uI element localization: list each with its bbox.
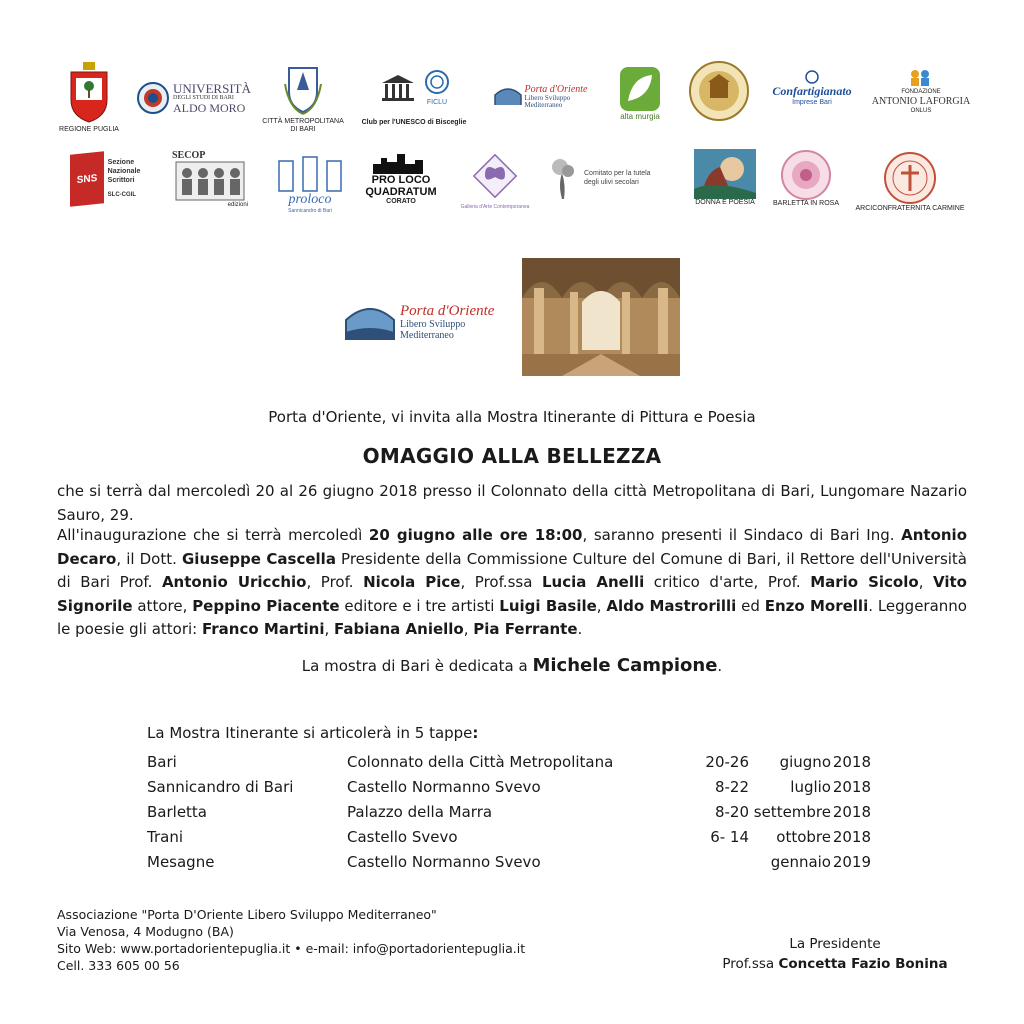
association-footer	[57, 906, 525, 974]
stage-city: Bari	[147, 752, 177, 771]
laforgia-name: ANTONIO LAFORGIA	[871, 95, 971, 107]
p2-text: . Leggeranno le poesie gli attori:	[57, 596, 967, 638]
stage-days: 20-26	[705, 752, 749, 771]
quadratum-corato: CORATO	[386, 198, 416, 205]
butterfly-icon	[472, 153, 518, 203]
stages-intro-colon: :	[472, 724, 479, 742]
stage-city: Mesagne	[147, 852, 215, 871]
stage-month: gennaio	[770, 852, 831, 871]
event-title: OMAGGIO ALLA BELLEZZA	[362, 444, 662, 468]
citta-metropolitana-caption-2: DI BARI	[290, 126, 316, 133]
signature-prefix: Prof.ssa	[722, 956, 779, 972]
artist-name: Luigi Basile	[499, 596, 597, 615]
secop-figures-icon	[175, 161, 245, 201]
corato-skyline-icon	[371, 152, 431, 174]
stage-row	[147, 774, 871, 799]
olive-tree-icon	[548, 155, 578, 201]
barletta-rosa-logo	[768, 146, 844, 212]
porta-oriente-small-logo	[482, 78, 598, 114]
p2-text: critico d'arte, Prof.	[644, 573, 811, 591]
regione-puglia-logo	[56, 58, 122, 138]
stage-days: 6- 14	[710, 827, 749, 846]
donna-poesia-painting-icon	[694, 149, 756, 199]
p2-text: ,	[918, 573, 934, 591]
p2-text: ,	[596, 596, 607, 615]
secop-name: SECOP	[172, 149, 206, 161]
university-subtitle: DEGLI STUDI DI BARI	[173, 95, 234, 101]
p2-text: , Prof.ssa	[460, 573, 542, 591]
sns-text-4: SLC-CGIL	[107, 192, 136, 198]
proloco-sannicandro-town: Sannicandro di Bari	[288, 208, 332, 214]
arciconfraternita-caption: ARCICONFRATERNITA CARMINE	[855, 205, 965, 212]
p2-text: All'inaugurazione che si terrà mercoledì	[57, 526, 369, 544]
guest-name: Vito Signorile	[57, 573, 967, 615]
barletta-rosa-caption: BARLETTA IN ROSA	[773, 200, 839, 207]
donna-poesia-logo	[692, 146, 758, 210]
porta-oriente-arch-icon	[493, 85, 523, 107]
stage-row	[147, 749, 871, 774]
altamurgia-caption: alta murgia	[620, 112, 660, 121]
stages-intro-text: La Mostra Itinerante si articolerà in 5 tappe	[147, 724, 473, 742]
colonnato-photo	[522, 258, 680, 376]
guest-name: Lucia Anelli	[541, 573, 645, 591]
barletta-rosa-seal-icon	[781, 150, 831, 200]
comitato-ulivi-logo	[546, 152, 666, 204]
p2-text: .	[577, 620, 583, 638]
confartigianato-logo	[762, 66, 862, 110]
artist-name: Enzo Morelli	[764, 596, 869, 615]
sns-logo	[58, 150, 152, 208]
unesco-club-caption: Club per l'UNESCO di Bisceglie	[361, 119, 467, 126]
guest-name: Mario Sicolo	[810, 573, 919, 591]
stage-venue: Castello Svevo	[347, 827, 458, 846]
stage-month: ottobre	[776, 827, 831, 846]
laforgia-figures-icon	[907, 68, 935, 88]
confartigianato-name: Confartigianato	[772, 83, 852, 98]
stage-month: giugno	[779, 752, 831, 771]
inauguration-paragraph	[57, 524, 967, 642]
signature-role: La Presidente	[789, 936, 881, 952]
quadratum-proloco: PRO LOCO	[371, 174, 431, 186]
citta-metropolitana-logo	[258, 58, 348, 140]
signature-block	[700, 934, 970, 974]
guest-name: Giuseppe Cascella	[181, 549, 336, 568]
dedication-text: La mostra di Bari è dedicata a	[301, 657, 533, 675]
stage-days	[677, 849, 749, 874]
sns-text-3: Scrittori	[107, 177, 135, 184]
ficlu-acronym: FICLU	[426, 99, 448, 106]
event-dates-paragraph: che si terrà dal mercoledì 20 al 26 giugno 2018 presso il Colonnato della città Metropolitana di Bari, Lungomare Nazario Sauro, 29.	[57, 482, 967, 524]
castle-towers-icon	[275, 153, 345, 193]
secop-logo	[172, 148, 248, 210]
porta-oriente-main-sub2: Mediterraneo	[400, 330, 454, 341]
galleria-arte-logo	[462, 146, 528, 218]
p2-text: , Prof.	[306, 573, 364, 591]
actor-name: Fabiana Aniello	[334, 620, 464, 638]
stage-month: settembre	[753, 802, 831, 821]
proloco-sannicandro-name: proloco	[288, 192, 332, 207]
galleria-caption: Galleria d'Arte Contemporanea	[460, 204, 530, 210]
p2-text: ,	[463, 620, 474, 638]
association-name: Associazione "Porta D'Oriente Libero Sviluppo Mediterraneo"	[57, 907, 437, 922]
metropolitan-crest-icon	[283, 64, 323, 118]
stage-venue: Castello Normanno Svevo	[347, 852, 541, 871]
ficlu-globe-icon	[424, 69, 450, 95]
altamurgia-leaf-icon	[618, 65, 662, 113]
stage-city: Sannicandro di Bari	[147, 777, 294, 796]
unesco-temple-icon	[378, 73, 418, 103]
stage-days: 8-22	[714, 777, 749, 796]
stage-city: Barletta	[147, 802, 207, 821]
p2-text: , il Dott.	[116, 549, 182, 568]
stages-table	[147, 749, 871, 874]
bisceglie-seal-logo	[684, 58, 754, 124]
p2-text: Presidente della Commissione Culture del Comune di Bari, il Rettore dell'Università di Bari Prof.	[57, 549, 967, 591]
porta-oriente-main-arch-icon	[344, 302, 396, 342]
porta-oriente-small-name: Porta d'Oriente	[524, 83, 588, 95]
stage-row	[147, 849, 871, 874]
laforgia-fondazione: FONDAZIONE	[901, 88, 941, 95]
stage-year: 2019	[832, 852, 871, 871]
dedicatee-name: Michele Campione	[532, 655, 718, 676]
stage-month: luglio	[790, 777, 831, 796]
stage-venue: Castello Normanno Svevo	[347, 777, 541, 796]
confartigianato-sub: Imprese Bari	[792, 98, 832, 106]
dedication-end: .	[717, 657, 723, 675]
universita-bari-logo	[134, 78, 254, 118]
laforgia-onlus: ONLUS	[910, 107, 932, 114]
association-phone: Cell. 333 605 00 56	[57, 958, 180, 973]
comitato-ulivi-text: Comitato per la tutela degli ulivi secolari	[584, 170, 651, 186]
arciconfraternita-logo	[852, 146, 968, 218]
actor-name: Pia Ferrante	[473, 620, 578, 638]
sns-badge: SNS	[76, 172, 97, 186]
donna-poesia-caption: DONNA E POESIA	[695, 199, 755, 206]
porta-oriente-main-sub1: Libero Sviluppo	[400, 319, 466, 330]
proloco-sannicandro-logo	[272, 152, 348, 216]
guest-name: Antonio Uricchio	[161, 573, 307, 591]
invitation-intro: Porta d'Oriente, vi invita alla Mostra Itinerante di Pittura e Poesia	[268, 408, 756, 426]
inauguration-datetime: 20 giugno alle ore 18:00	[368, 526, 583, 544]
unesco-club-logo	[352, 64, 476, 132]
regione-puglia-emblem	[67, 62, 111, 126]
actor-name: Franco Martini	[201, 620, 325, 638]
stages-intro	[147, 724, 478, 742]
porta-oriente-main-name: Porta d'Oriente	[400, 303, 495, 319]
arciconfraternita-seal-icon	[883, 151, 937, 205]
university-name: UNIVERSITÀ	[173, 81, 251, 96]
porta-oriente-small-sub1: Libero Sviluppo	[524, 93, 571, 102]
quadratum-name: QUADRATUM	[365, 186, 437, 198]
guest-name: Peppino Piacente	[192, 596, 340, 615]
signature-name: Concetta Fazio Bonina	[778, 956, 948, 972]
signature-line	[700, 954, 970, 974]
stage-year: 2018	[832, 777, 871, 796]
stage-venue: Palazzo della Marra	[347, 802, 493, 821]
stage-venue: Colonnato della Città Metropolitana	[347, 752, 614, 771]
citta-metropolitana-caption-1: CITTÀ METROPOLITANA	[262, 118, 344, 125]
regione-puglia-caption: REGIONE PUGLIA	[59, 126, 119, 133]
fondazione-laforgia-logo	[866, 62, 976, 120]
p2-text: editore e i tre artisti	[339, 596, 500, 615]
stage-year: 2018	[832, 802, 871, 821]
association-address: Via Venosa, 4 Modugno (BA)	[57, 924, 234, 939]
porta-oriente-small-sub2: Mediterraneo	[524, 100, 563, 109]
stage-row	[147, 824, 871, 849]
p2-text: ed	[736, 596, 765, 615]
p2-text: attore,	[132, 596, 193, 615]
university-aldo-moro: ALDO MORO	[173, 101, 246, 115]
sns-text-2: Nazionale	[107, 168, 141, 175]
secop-edizioni: edizioni	[227, 201, 248, 208]
porta-oriente-main-logo	[344, 298, 504, 346]
association-contacts: Sito Web: www.portadorientepuglia.it • e-mail: info@portadorientepuglia.it	[57, 941, 526, 956]
stage-year: 2018	[832, 827, 871, 846]
sns-text-1: Sezione	[107, 159, 135, 166]
guest-name: Nicola Pice	[363, 573, 461, 591]
artist-name: Aldo Mastrorilli	[606, 596, 737, 615]
university-seal-icon	[137, 82, 169, 114]
stage-days: 8-20	[714, 802, 749, 821]
proloco-quadratum-logo	[360, 150, 442, 208]
p2-text: , saranno presenti il Sindaco di Bari Ing.	[582, 526, 902, 544]
bisceglie-seal-icon	[688, 60, 750, 122]
confartigianato-mark-icon	[805, 70, 819, 84]
stage-year: 2018	[832, 752, 871, 771]
p2-text: ,	[324, 620, 335, 638]
dedication-line	[0, 655, 1024, 676]
stage-city: Trani	[147, 827, 183, 846]
stage-row	[147, 799, 871, 824]
altamurgia-logo	[604, 58, 676, 128]
guest-name: Antonio Decaro	[57, 526, 967, 568]
